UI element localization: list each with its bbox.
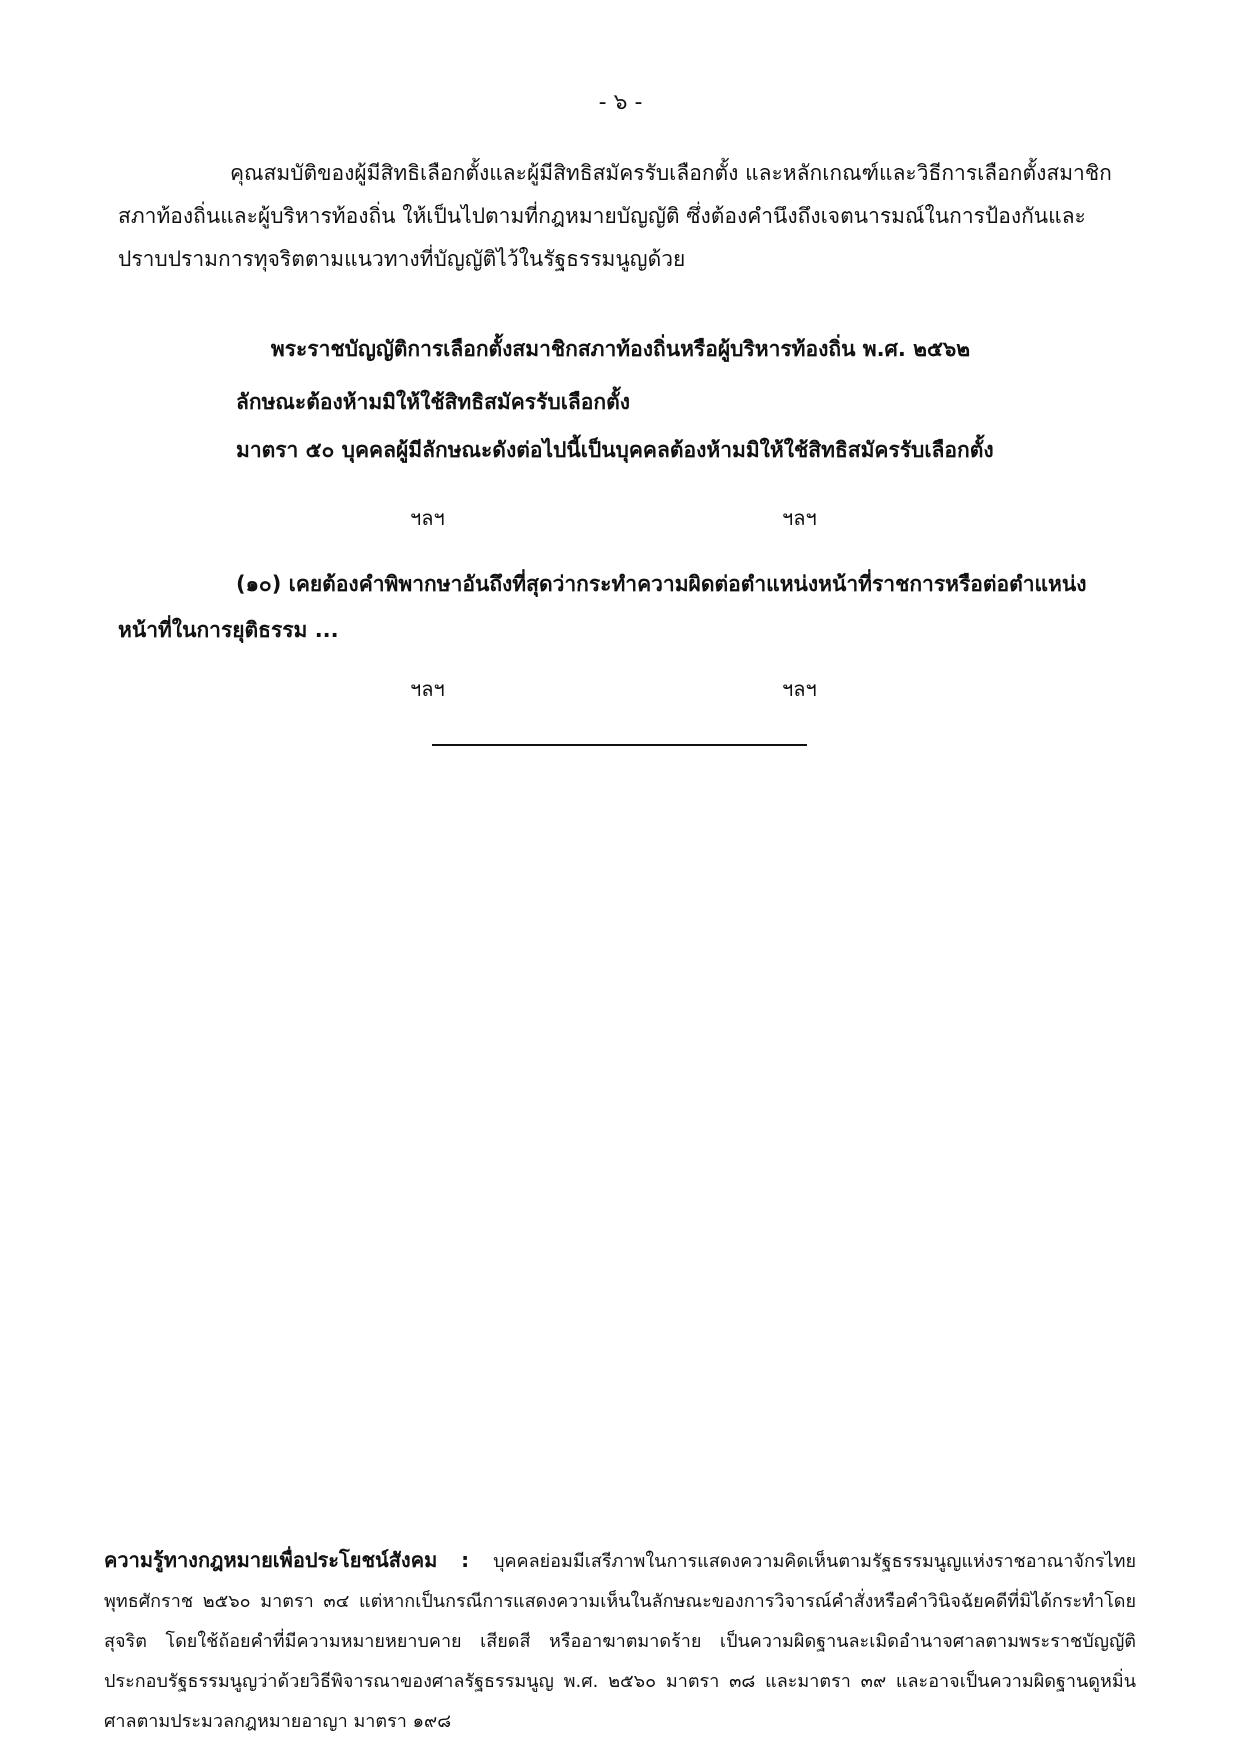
etc-mark-row2-left: ฯลฯ bbox=[410, 677, 445, 701]
qualification-heading: ลักษณะต้องห้ามมิให้ใช้สิทธิสมัครรับเลือกตั้ง bbox=[236, 390, 630, 414]
footer-separator: : bbox=[437, 1548, 494, 1572]
end-divider bbox=[432, 744, 807, 746]
footer-label: ความรู้ทางกฎหมายเพื่อประโยชน์สังคม bbox=[104, 1548, 438, 1572]
intro-paragraph: คุณสมบัติของผู้มีสิทธิเลือกตั้งและผู้มีสิทธิสมัครรับเลือกตั้ง และหลักเกณฑ์และวิธีการเลือกตั้งสมาชิกสภาท้องถิ่นและผู้บริหารท้องถิ่น ให้เป็นไปตามที่กฎหมายบัญญัติ ซึ่งต้องคำนึงถึงเจตนารมณ์ในการป้องกันและปราบปรามการทุจริตตามแนวทางที่บัญญัติไว้ในรัฐธรรมนูญด้วย bbox=[118, 161, 1112, 271]
footer-note bbox=[104, 1540, 1136, 1742]
section-50-line: มาตรา ๕๐ บุคคลผู้มีลักษณะดังต่อไปนี้เป็นบุคคลต้องห้ามมิให้ใช้สิทธิสมัครรับเลือกตั้ง bbox=[236, 438, 994, 462]
etc-mark-row1-left: ฯลฯ bbox=[410, 506, 445, 530]
act-title: พระราชบัญญัติการเลือกตั้งสมาชิกสภาท้องถิ่นหรือผู้บริหารท้องถิ่น พ.ศ. ๒๕๖๒ bbox=[270, 337, 971, 361]
etc-mark-row2-right: ฯลฯ bbox=[782, 677, 817, 701]
clause-10: (๑๐) เคยต้องคำพิพากษาอันถึงที่สุดว่ากระทำความผิดต่อตำแหน่งหน้าที่ราชการหรือต่อตำแหน่งหน้าที่ในการยุติธรรม ... bbox=[118, 572, 1087, 642]
etc-mark-row1-right: ฯลฯ bbox=[782, 506, 817, 530]
footer-text: บุคคลย่อมมีเสรีภาพในการแสดงความคิดเห็นตามรัฐธรรมนูญแห่งราชอาณาจักรไทย พุทธศักราช ๒๕๖๐ มาตรา ๓๔ แต่หากเป็นกรณีการแสดงความเห็นในลักษณะของการวิจารณ์คำสั่งหรือคำวินิจฉัยคดีที่มิได้กระทำโดยสุจริต โดยใช้ถ้อยคำที่มีความหมายหยาบคาย เสียดสี หรืออาฆาตมาดร้าย เป็นความผิดฐานละเมิดอำนาจศาลตามพระราชบัญญัติประกอบรัฐธรรมนูญว่าด้วยวิธีพิจารณาของศาลรัฐธรรมนูญ พ.ศ. ๒๕๖๐ มาตรา ๓๘ และมาตรา ๓๙ และอาจเป็นความผิดฐานดูหมิ่นศาลตามประมวลกฎหมายอาญา มาตรา ๑๙๘ bbox=[104, 1551, 1136, 1732]
page-number: - ๖ - bbox=[598, 90, 643, 115]
